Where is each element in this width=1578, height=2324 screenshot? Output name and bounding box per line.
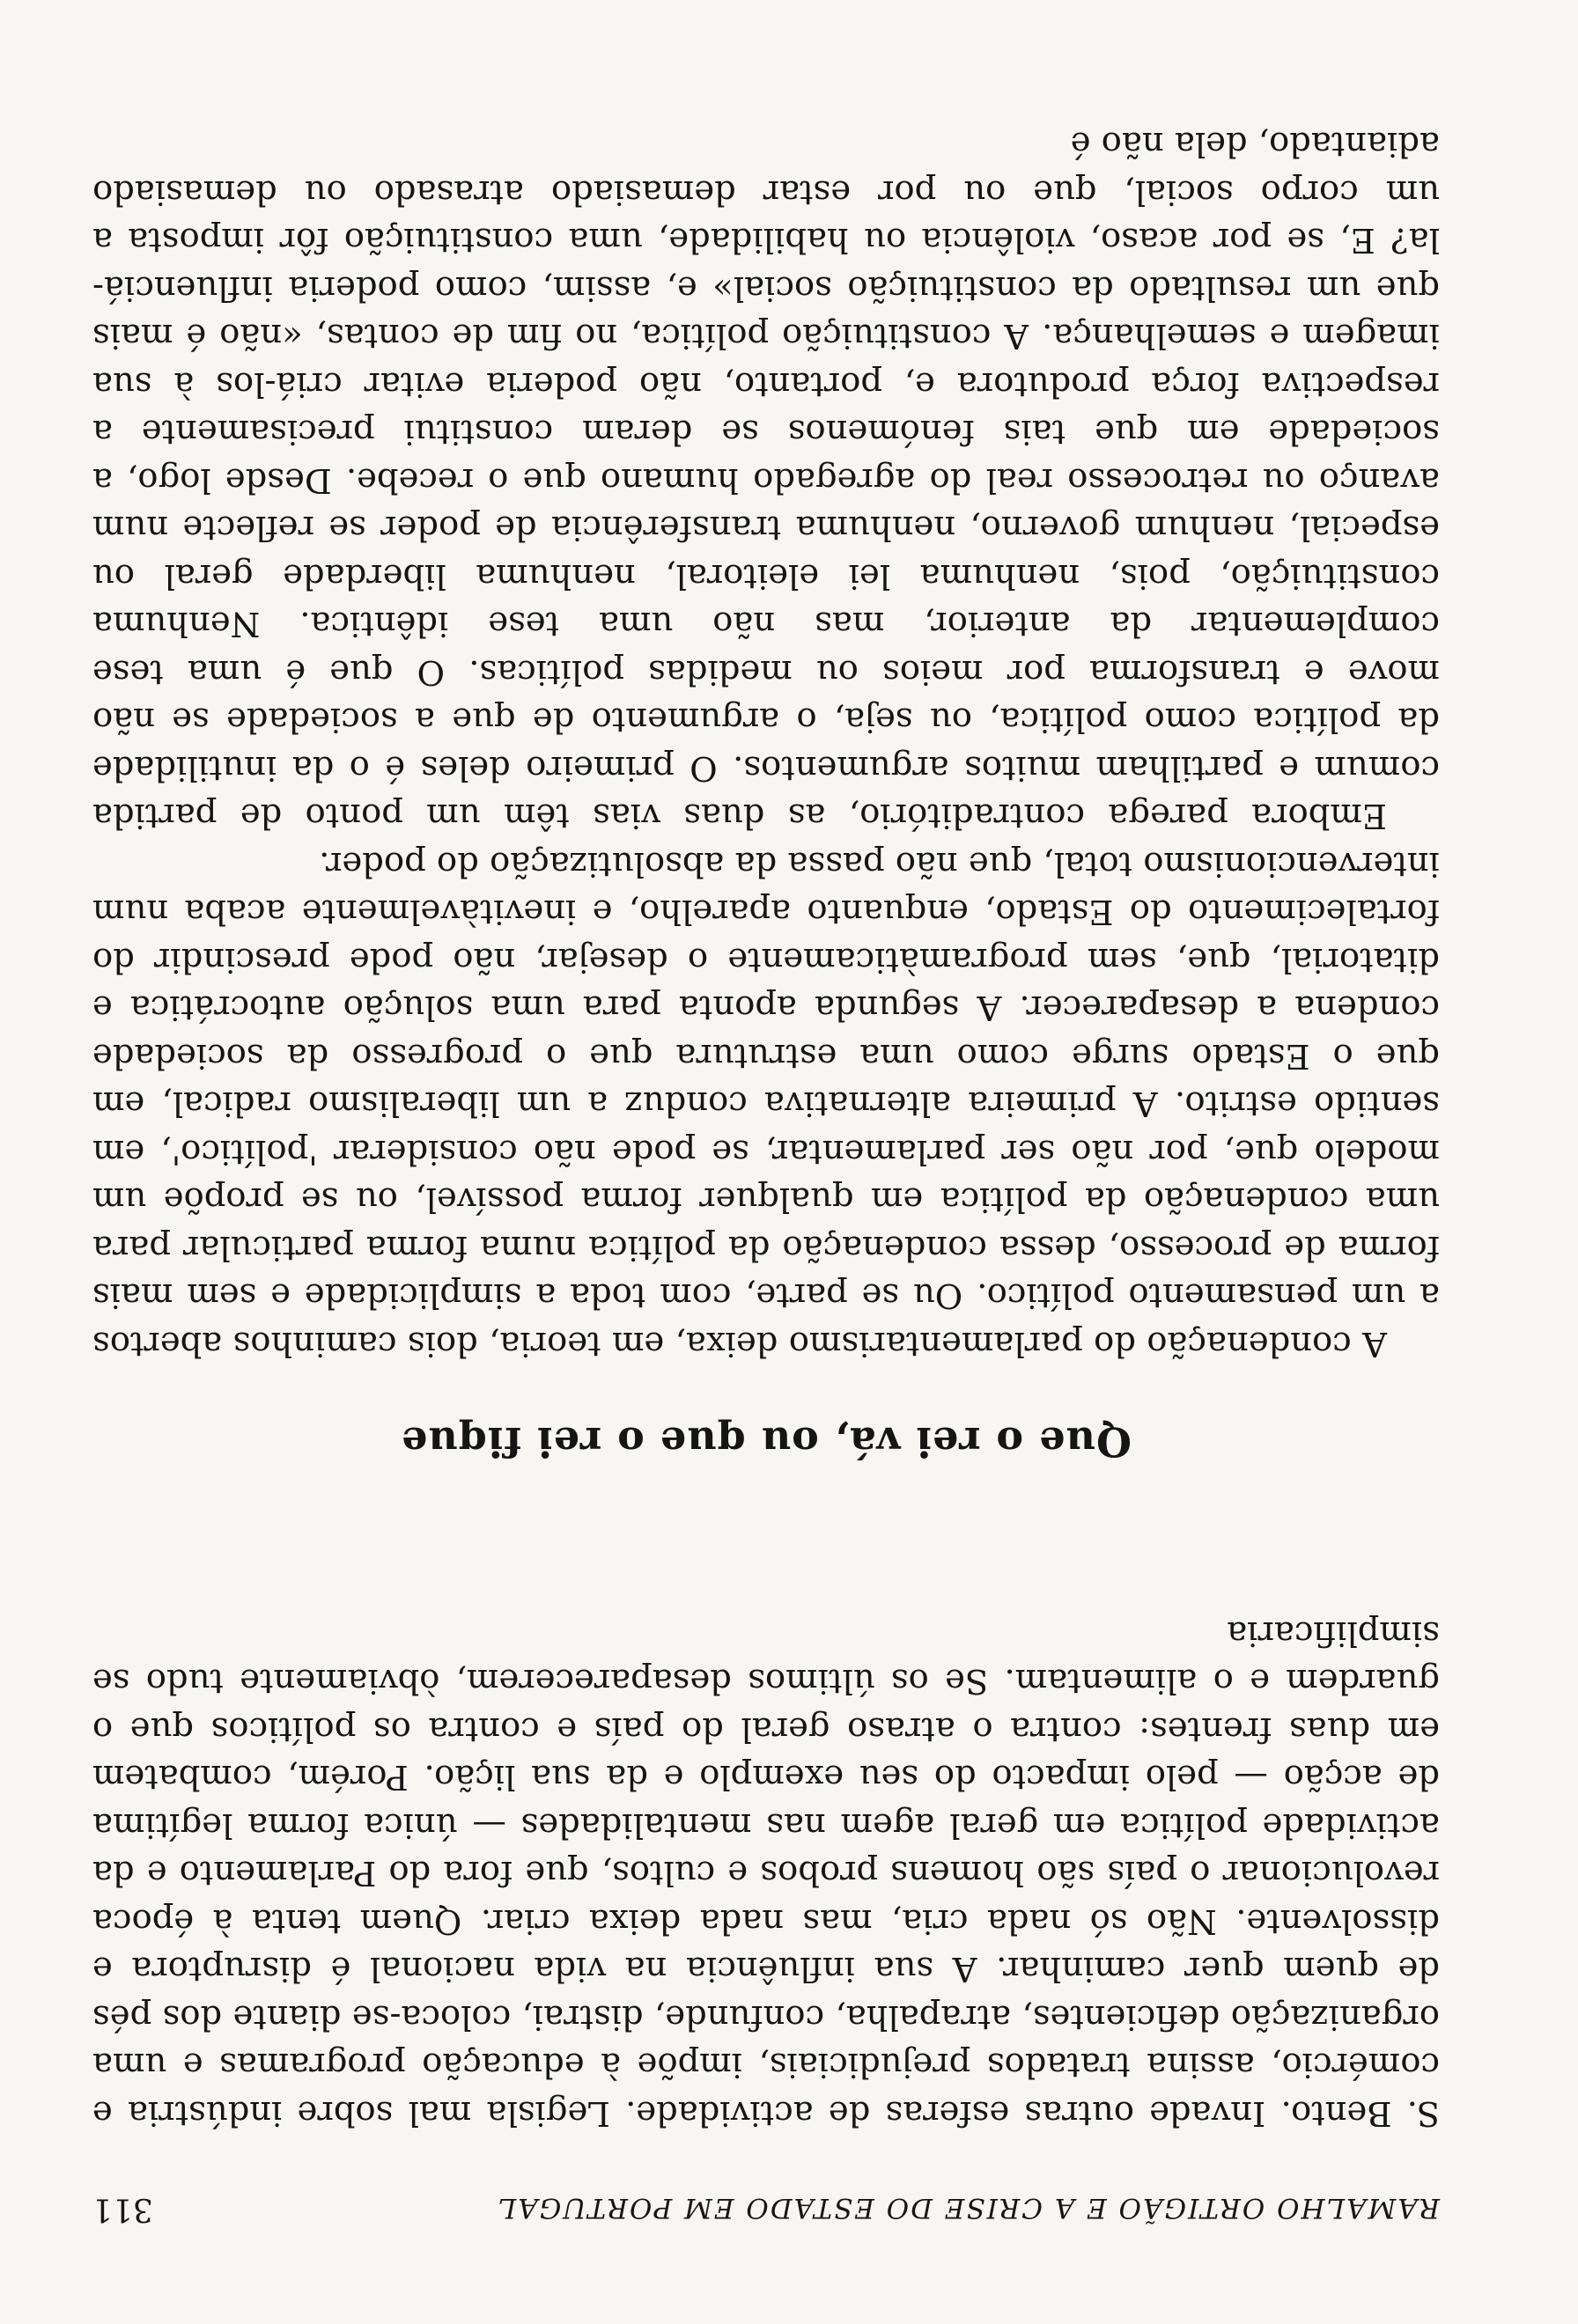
body-text-block [92, 120, 1440, 1367]
page-number: 311 [92, 2191, 153, 2227]
paragraph: A condenação do parlamentarismo deixa, em teoria, dois caminhos abertos a um pensamento político. Ou se parte, com toda a simplicidade e sem mais forma de processo, dessa condenação da política numa forma particular para uma condenação da política em qualquer forma possível, ou se propõe um modelo que, por não ser parlamentar, se pode não considerar 'político', em sentido estrito. A primeira alternativa conduz a um liberalismo radical, em que o Estado surge como uma estrutura que o progresso da sociedade condena a desaparecer. A segunda aponta para uma solução autocrática e ditatorial, que, sem programàticamente o desejar, não pode prescindir do fortalecimento do Estado, enquanto aparelho, e inevitàvelmente acaba num intervencionismo total, que não passa da absolutização do poder. [92, 844, 1440, 1364]
paragraph: Embora parega contraditório, as duas vias têm um ponto de partida comum e partilham muitos argumentos. O primeiro deles é o da inutilidade da política como política, ou seja, o argumento de que a sociedade se não move e transforma por meios ou medidas políticas. O que é uma tese complementar da anterior, mas não uma tese idêntica. Nenhuma constituição, pois, nenhuma lei eleitoral, nenhuma liberdade geral ou especial, nenhum governo, nenhuma transferência de poder se reflecte num avanço ou retrocesso real do agregado humano que o recebe. Desde logo, a sociedade em que tais fenómenos se deram constitui precisamente a respectiva força produtora e, portanto, não poderia evitar criá-los à sua imagem e semelhança. A constituição política, no fim de contas, «não é mais que um resultado da constituição social» e, assim, como poderia influenciá-la? E, se por acaso, violência ou habilidade, uma constituição fôr imposta a um corpo social, que ou por estar demasiado atrasado ou demasiado adiantado, dela não é [92, 124, 1440, 836]
running-head: RAMALHO ORTIGÃO E A CRISE DO ESTADO EM PORTUGAL [496, 2192, 1440, 2224]
paragraph: S. Bento. Invade outras esferas de actividade. Legisla mal sobre indústria e comércio, assina tratados prejudiciais, impõe à educação programas e uma organização deficientes, atrapalha, confunde, distrai, coloca-se diante dos pés de quem quer caminhar. A sua influência na vida nacional é disruptora e dissolvente. Não só nada cria, mas nada deixa criar. Quem tenta à época revolucionar o país são homens probos e cultos, que fora do Parlamento e da actividade política em geral agem nas mentalidades — única forma legítima de acção — pelo impacto do seu exemplo e da sua lição. Porém, combatem em duas frentes: contra o atraso geral do país e contra os políticos que o guardem e o alimentam. Se os últimos desaparecerem, òbviamente tudo se simplificaria [92, 1614, 1440, 2133]
page-header [92, 2191, 1440, 2227]
section-title: Que o rei vá, ou que o rei fique [401, 1418, 1132, 1466]
top-text-block [92, 1609, 1440, 2137]
